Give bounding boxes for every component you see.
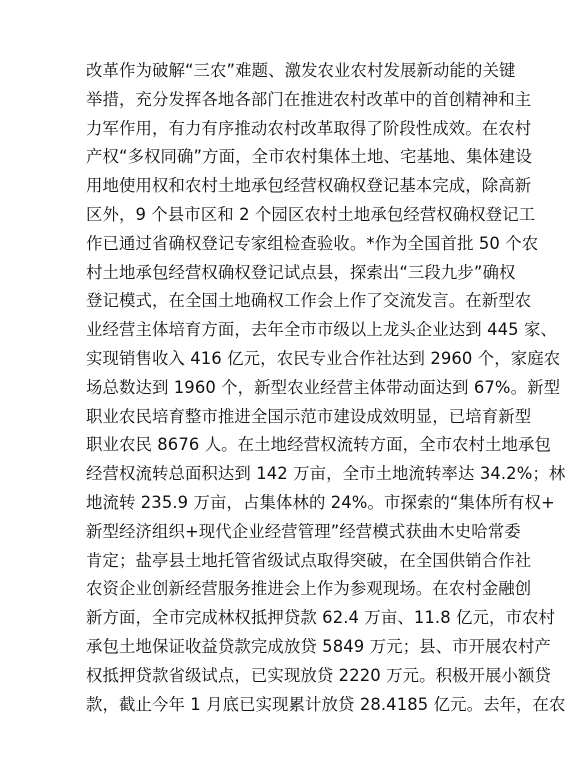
text-line: 职业农民 8676 人。在土地经营权流转方面，全市农村土地承包	[86, 435, 551, 455]
text-line: 新方面，全市完成林权抵押贷款 62.4 万亩、11.8 亿元，市农村	[86, 608, 556, 628]
text-line: 举措，充分发挥各地各部门在推进农村改革中的首创精神和主	[86, 89, 532, 109]
text-line: 业经营主体培育方面，去年全市市级以上龙头企业达到 445 家、	[86, 320, 557, 340]
text-line: 实现销售收入 416 亿元，农民专业合作社达到 2960 个，家庭农	[86, 348, 561, 368]
text-line: 新型经济组织+现代企业经营管理”经营模式获曲木史哈常委	[86, 521, 521, 541]
body-paragraph	[86, 57, 566, 719]
text-line: 承包土地保证收益贷款完成放贷 5849 万元；县、市开展农村产	[86, 636, 551, 656]
text-line: 登记模式，在全国土地确权工作会上作了交流发言。在新型农	[86, 291, 532, 311]
text-line: 村土地承包经营权确权登记试点县，探索出“三段九步”确权	[86, 262, 516, 282]
text-line: 职业农民培育整市推进全国示范市建设成效明显，已培育新型	[86, 406, 532, 426]
text-line: 肯定；盐亭县土地托管省级试点取得突破，在全国供销合作社	[86, 550, 532, 570]
text-line: 权抵押贷款省级试点，已实现放贷 2220 万元。积极开展小额贷	[86, 665, 551, 685]
text-line: 产权“多权同确”方面，全市农村集体土地、宅基地、集体建设	[86, 147, 532, 167]
text-line: 农资企业创新经营服务推进会上作为参观现场。在农村金融创	[86, 579, 532, 599]
text-line: 用地使用权和农村土地承包经营权确权登记基本完成，除高新	[86, 176, 532, 196]
text-line: 作已通过省确权登记专家组检查验收。*作为全国首批 50 个农	[86, 233, 539, 253]
text-line: 改革作为破解“三农”难题、激发农业农村发展新动能的关键	[86, 61, 516, 80]
text-line: 经营权流转总面积达到 142 万亩，全市土地流转率达 34.2%；林	[86, 464, 566, 484]
text-line: 场总数达到 1960 个，新型农业经营主体带动面达到 67%。新型	[86, 377, 561, 397]
text-line: 区外，9 个县市区和 2 个园区农村土地承包经营权确权登记工	[86, 204, 536, 224]
text-line: 地流转 235.9 万亩，占集体林的 24%。市探索的“集体所有权+	[86, 492, 555, 512]
text-line: 力军作用，有力有序推动农村改革取得了阶段性成效。在农村	[86, 118, 532, 138]
text-line: 款，截止今年 1 月底已实现累计放贷 28.4185 亿元。去年，在农	[86, 694, 566, 714]
